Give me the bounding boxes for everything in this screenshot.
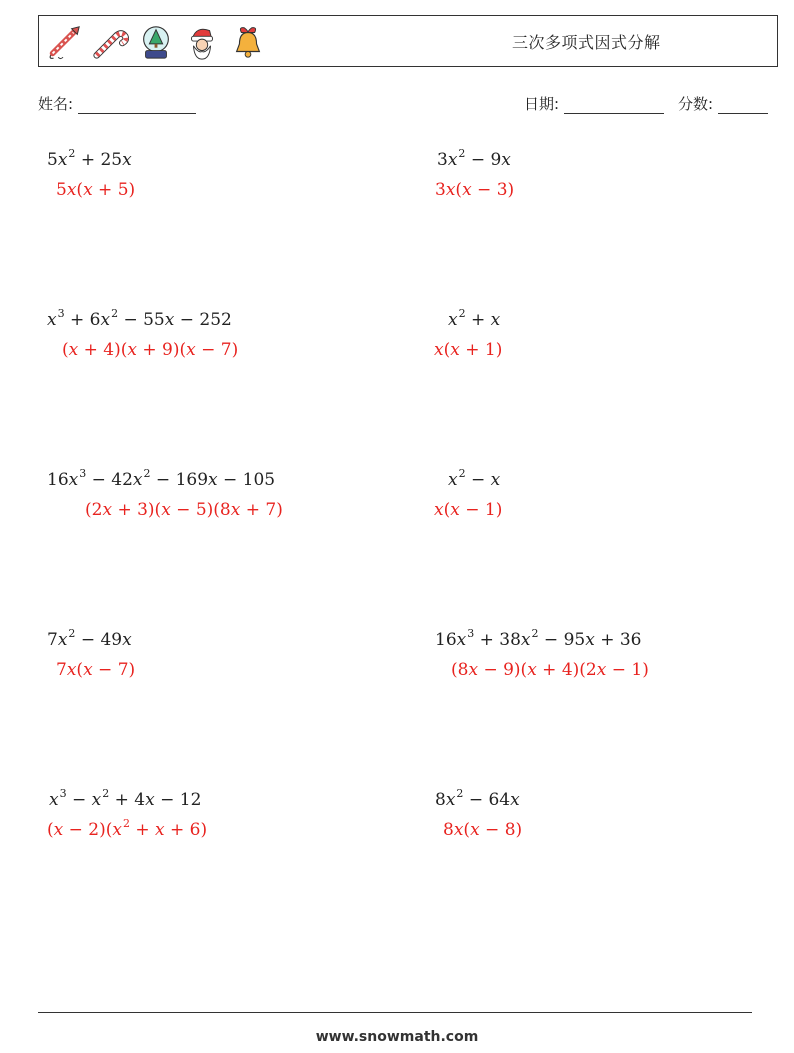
problem-7-question: $7x^2 - 49x$ bbox=[47, 627, 132, 650]
score-blank[interactable] bbox=[718, 98, 768, 114]
problem-2-answer: 3x(x − 3) bbox=[435, 180, 515, 200]
santa-icon bbox=[183, 22, 221, 62]
problem-9-answer: $(x - 2)(x^2 + x + 6)$ bbox=[47, 817, 208, 840]
problem-3-answer: (x + 4)(x + 9)(x − 7) bbox=[62, 340, 239, 360]
name-field bbox=[38, 93, 196, 114]
problem-7-answer: 7x(x − 7) bbox=[56, 660, 136, 680]
problem-6-question: $x^2 - x$ bbox=[448, 467, 501, 490]
problem-4-question: $x^2 + x$ bbox=[448, 307, 501, 330]
problem-6-answer: x(x − 1) bbox=[434, 500, 503, 520]
problem-10-question: $8x^2 - 64x$ bbox=[435, 787, 520, 810]
bell-icon bbox=[229, 22, 267, 62]
problem-1-question: $5x^2 + 25x$ bbox=[47, 147, 132, 170]
date-label: 日期: bbox=[524, 95, 560, 113]
problem-1-answer: 5x(x + 5) bbox=[56, 180, 136, 200]
snow-globe-icon bbox=[137, 22, 175, 62]
problem-8-answer: (8x − 9)(x + 4)(2x − 1) bbox=[451, 660, 649, 680]
worksheet-title: 三次多项式因式分解 bbox=[512, 33, 661, 52]
date-blank[interactable] bbox=[564, 98, 664, 114]
header-icons bbox=[45, 20, 267, 64]
name-label: 姓名: bbox=[38, 95, 74, 113]
footer-divider bbox=[38, 1012, 752, 1013]
date-field bbox=[524, 93, 664, 114]
problem-9-question: $x^3 - x^2 + 4x - 12$ bbox=[49, 787, 202, 810]
worksheet-header bbox=[38, 15, 778, 67]
problem-8-question: $16x^3 + 38x^2 - 95x + 36$ bbox=[435, 627, 642, 650]
firework-rocket-icon bbox=[45, 22, 83, 62]
problem-4-answer: x(x + 1) bbox=[434, 340, 503, 360]
problem-5-question: $16x^3 - 42x^2 - 169x - 105$ bbox=[47, 467, 276, 490]
score-label: 分数: bbox=[678, 95, 714, 113]
score-field bbox=[678, 93, 768, 114]
candy-cane-icon bbox=[91, 22, 129, 62]
name-blank[interactable] bbox=[78, 98, 196, 114]
problem-2-question: $3x^2 - 9x$ bbox=[437, 147, 511, 170]
problem-3-question: $x^3 + 6x^2 - 55x - 252$ bbox=[47, 307, 232, 330]
problem-10-answer: 8x(x − 8) bbox=[443, 820, 523, 840]
problem-5-answer: (2x + 3)(x − 5)(8x + 7) bbox=[85, 500, 283, 520]
footer-site[interactable]: www.snowmath.com bbox=[315, 1029, 479, 1045]
